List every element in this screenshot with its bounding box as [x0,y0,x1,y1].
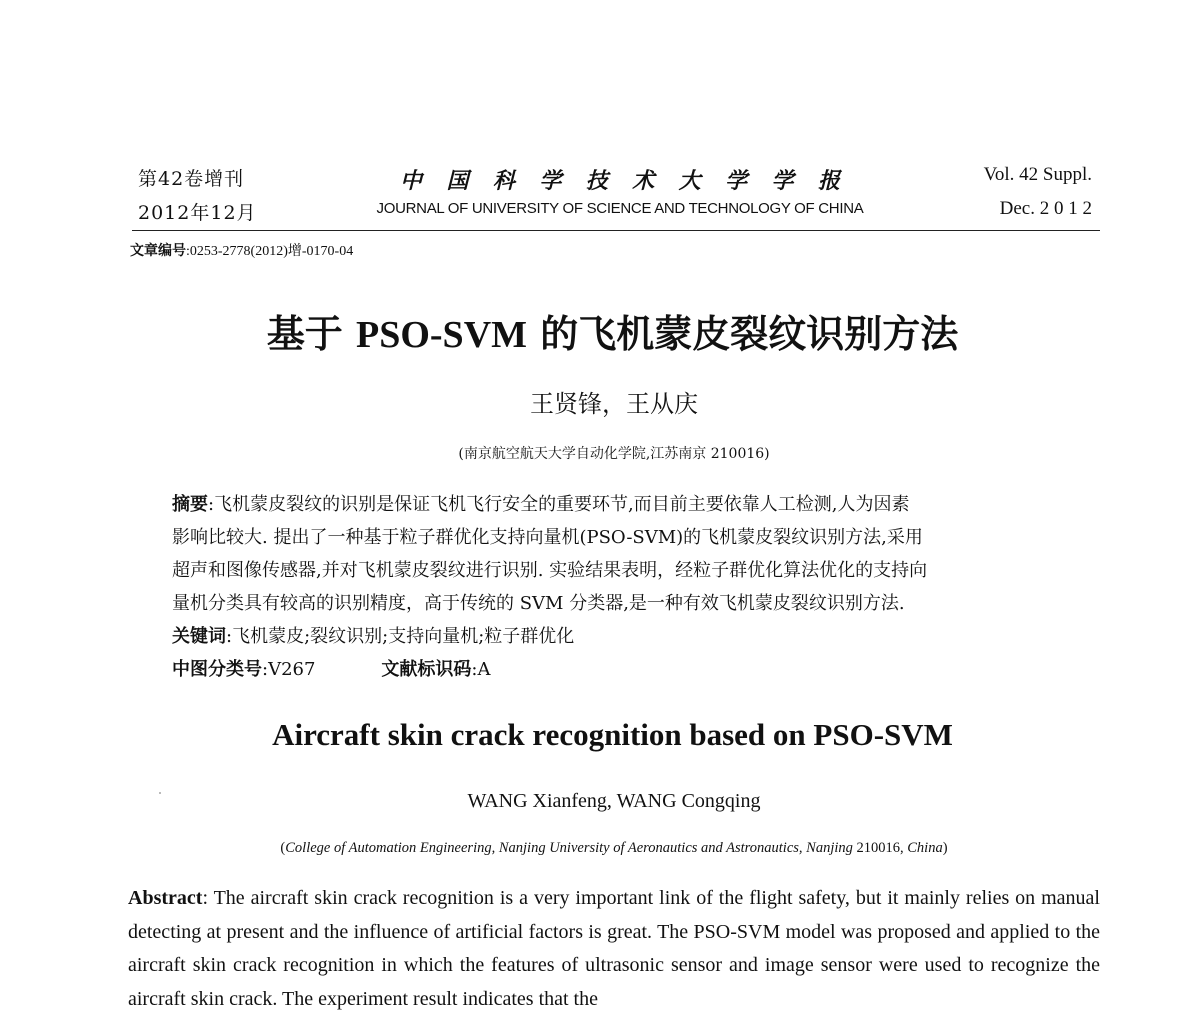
volume-en: Vol. 42 Suppl. [983,164,1092,185]
journal-name-cn [400,164,840,195]
keywords-cn-label: 关键词 [172,626,226,647]
title-en: Aircraft skin crack recognition based on PSO-SVM [272,717,953,752]
title-cn-part1: 基于 [266,312,356,356]
journal-char: 学 [539,168,562,194]
abstract-en-text: : The aircraft skin crack recognition is a very important link of the flight safety, but it mainly relies on manual detecting at present and the influence of artificial factors is great. The PSO-SVM model was proposed and applied to the aircraft skin crack recognition in which the features of ultrasonic sensor and image sensor were used to recognize the aircraft skin crack. The experiment result indicates that the [128,887,1100,1010]
abstract-en-paragraph [128,882,1100,1016]
affiliation-en-postcode: 210016, [852,840,908,856]
volume-cn: 第42卷增刊 [138,168,245,190]
abstract-cn-block [172,488,1062,686]
affiliation-cn: (南京航空航天大学自动化学院,江苏南京 210016) [458,446,770,462]
article-number-label: 文章编号 [130,243,186,259]
title-cn-latin: PSO-SVM [356,314,527,356]
affiliation-en-institution: College of Automation Engineering, Nanjing University of Aeronautics and Astronautics, Nanjing [285,840,853,856]
abstract-en [128,882,1100,1016]
journal-char: 学 [771,168,794,194]
abstract-cn-line: 影响比较大. 提出了一种基于粒子群优化支持向量机(PSO-SVM)的飞机蒙皮裂纹识别方法,采用 [172,527,923,548]
abstract-en-label: Abstract [128,887,203,909]
abstract-cn-label: 摘要 [172,494,208,515]
date-en: Dec. 2 0 1 2 [999,198,1092,219]
doc-value: :A [471,659,491,680]
authors-cn: 王贤锋，王从庆 [530,390,698,418]
clc-label: 中图分类号 [172,659,262,680]
journal-char: 大 [678,168,701,194]
keywords-cn [172,620,1062,653]
authors-en: WANG Xianfeng, WANG Congqing [467,790,761,812]
affiliation-en-country: China [907,840,943,856]
journal-char: 国 [446,168,469,194]
journal-char: 学 [725,168,748,194]
abstract-cn-line: 超声和图像传感器,并对飞机蒙皮裂纹进行识别. 实验结果表明，经粒子群优化算法优化的支持向 [172,560,928,581]
affiliation-en-close: ) [942,840,948,856]
doc-label: 文献标识码 [381,659,472,680]
clc-number [172,653,315,686]
doc-code [381,653,490,686]
journal-name-en: JOURNAL OF UNIVERSITY OF SCIENCE AND TECHNOLOGY OF CHINA [376,200,864,217]
article-number-value: :0253-2778(2012)增-0170-04 [186,244,354,259]
journal-char: 中 [400,168,423,194]
journal-char: 术 [632,168,655,194]
date-cn: 2012年12月 [138,202,257,224]
abstract-cn-text: :飞机蒙皮裂纹的识别是保证飞机飞行安全的重要环节,而目前主要依靠人工检测,人为因素 [208,494,910,515]
classification-line [172,653,1062,686]
title-cn [0,303,1200,358]
journal-char: 技 [585,168,608,194]
journal-char: 科 [492,168,515,194]
article-number [130,240,353,260]
keywords-cn-value: :飞机蒙皮;裂纹识别;支持向量机;粒子群优化 [226,626,575,647]
title-cn-part2: 的飞机蒙皮裂纹识别方法 [527,312,959,356]
abstract-cn-line: 量机分类具有较高的识别精度，高于传统的 SVM 分类器,是一种有效飞机蒙皮裂纹识别方法. [172,593,905,614]
header-rule [132,230,1100,231]
abstract-cn-line [172,488,1062,521]
affiliation-en-open: ( [280,840,286,856]
affiliation-en [0,840,1200,857]
journal-char: 报 [817,168,840,194]
clc-value: :V267 [262,659,316,680]
